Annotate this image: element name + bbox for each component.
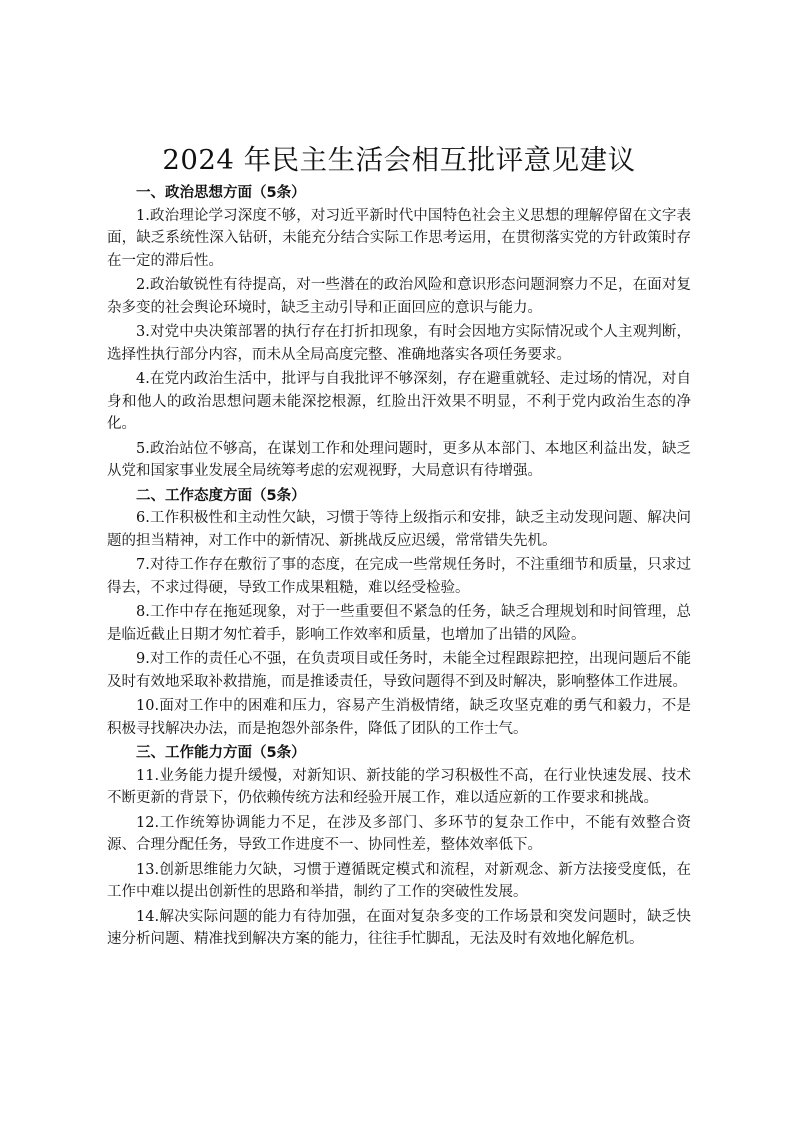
paragraph-item: 3.对党中央决策部署的执行存在打折扣现象，有时会因地方实际情况或个人主观判断，选择性执行部分内容，而未从全局高度完整、准确地落实各项任务要求。 [107, 324, 691, 363]
paragraph-item: 5.政治站位不够高，在谋划工作和处理问题时，更多从本部门、本地区利益出发，缺乏从党和国家事业发展全局统筹考虑的宏观视野，大局意识有待增强。 [107, 440, 691, 479]
paragraph-item: 7.对待工作存在敷衍了事的态度，在完成一些常规任务时，不注重细节和质量，只求过得去，不求过得硬，导致工作成果粗糙，难以经受检验。 [107, 557, 691, 596]
paragraph-item: 6.工作积极性和主动性欠缺，习惯于等待上级指示和安排，缺乏主动发现问题、解决问题的担当精神，对工作中的新情况、新挑战反应迟缓，常常错失先机。 [107, 510, 691, 549]
section-heading: 二、工作态度方面（5条） [136, 487, 306, 504]
paragraph-item: 4.在党内政治生活中，批评与自我批评不够深刻，存在避重就轻、走过场的情况，对自身和他人的政治思想问题未能深挖根源，红脸出汗效果不明显，不利于党内政治生态的净化。 [107, 371, 691, 432]
section-ability [107, 742, 691, 951]
section-political [107, 182, 691, 483]
paragraph-item: 9.对工作的责任心不强，在负责项目或任务时，未能全过程跟踪把控，出现问题后不能及时有效地采取补救措施，而是推诿责任，导致问题得不到及时解决，影响整体工作进展。 [107, 651, 691, 690]
section-heading: 一、政治思想方面（5条） [136, 185, 306, 201]
document-title: 2024 年民主生活会相互批评意见建议 [162, 144, 636, 176]
paragraph-item: 11.业务能力提升缓慢，对新知识、新技能的学习积极性不高，在行业快速发展、技术不断更新的背景下，仍依赖传统方法和经验开展工作，难以适应新的工作要求和挑战。 [107, 767, 691, 806]
section-attitude [107, 485, 691, 741]
paragraph-item: 13.创新思维能力欠缺，习惯于遵循既定模式和流程，对新观念、新方法接受度低，在工作中难以提出创新性的思路和举措，制约了工作的突破性发展。 [107, 861, 691, 900]
paragraph-item: 2.政治敏锐性有待提高，对一些潜在的政治风险和意识形态问题洞察力不足，在面对复杂多变的社会舆论环境时，缺乏主动引导和正面回应的意识与能力。 [107, 277, 691, 316]
paragraph-item: 14.解决实际问题的能力有待加强，在面对复杂多变的工作场景和突发问题时，缺乏快速分析问题、精准找到解决方案的能力，往往手忙脚乱，无法及时有效地化解危机。 [107, 908, 691, 947]
paragraph-item: 12.工作统筹协调能力不足，在涉及多部门、多环节的复杂工作中，不能有效整合资源、合理分配任务，导致工作进度不一、协同性差，整体效率低下。 [107, 814, 691, 853]
paragraph-item: 10.面对工作中的困难和压力，容易产生消极情绪，缺乏攻坚克难的勇气和毅力，不是积极寻找解决办法，而是抱怨外部条件，降低了团队的工作士气。 [107, 698, 691, 737]
document-page [107, 142, 691, 953]
paragraph-item: 8.工作中存在拖延现象，对于一些重要但不紧急的任务，缺乏合理规划和时间管理，总是临近截止日期才匆忙着手，影响工作效率和质量，也增加了出错的风险。 [107, 604, 691, 643]
paragraph-item: 1.政治理论学习深度不够，对习近平新时代中国特色社会主义思想的理解停留在文字表面，缺乏系统性深入钻研，未能充分结合实际工作思考运用，在贯彻落实党的方针政策时存在一定的滞后性。 [107, 207, 691, 269]
section-heading: 三、工作能力方面（5条） [136, 745, 306, 761]
